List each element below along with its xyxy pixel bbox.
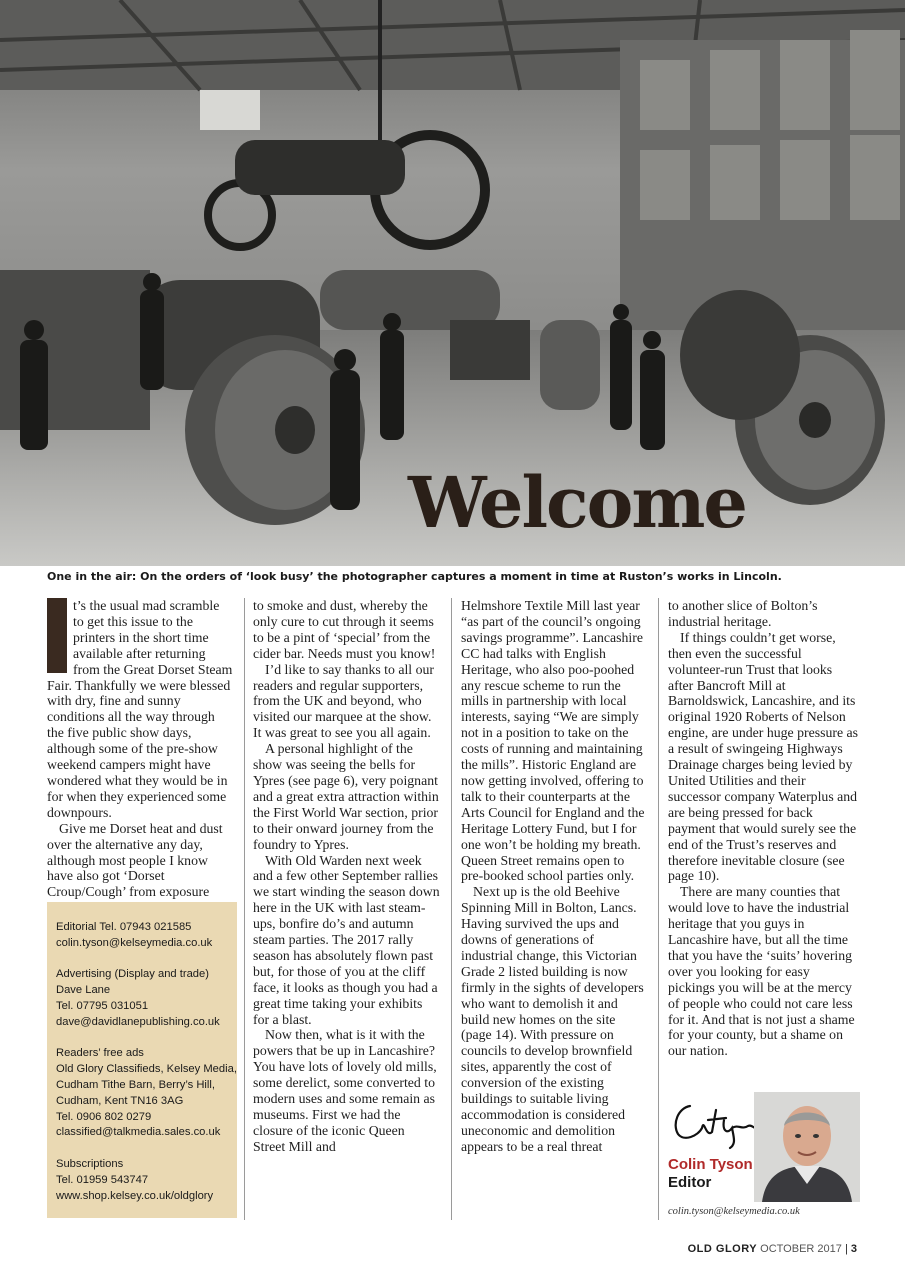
editor-name: Colin Tyson: [668, 1156, 753, 1173]
column-divider: [658, 598, 659, 1220]
subscriptions-contact: [56, 1157, 232, 1204]
column-4: [668, 598, 858, 1059]
editor-signoff: [668, 1090, 860, 1220]
issue-date: OCTOBER 2017: [760, 1243, 842, 1255]
paragraph: A personal highlight of the show was seeing the bells for Ypres (see page 6), very poignant and a great extra attraction within the First World War section, prior to their onward journey from the foundry to Ypres.: [253, 741, 439, 852]
readers-address-line: Cudham, Kent TN16 3AG: [56, 1094, 184, 1107]
readers-address-line: Cudham Tithe Barn, Berry’s Hill,: [56, 1078, 215, 1091]
photo-caption: One in the air: On the orders of ‘look busy’ the photographer captures a moment in time at Ruston’s works in Lincoln.: [47, 570, 782, 583]
subscriptions-phone: Tel. 01959 543747: [56, 1173, 149, 1186]
advertising-phone: Tel. 07795 031051: [56, 999, 149, 1012]
magazine-name: OLD GLORY: [687, 1243, 758, 1255]
readers-heading: Readers’ free ads: [56, 1047, 144, 1060]
hero-photo: [0, 0, 905, 566]
paragraph: t’s the usual mad scramble to get this issue to the printers in the short time available after returning from the Great Dorset Steam Fair. Thankfully we were blessed with dry, fine and sunny conditions all the way through the five public show days, although some of the pre-show weekend campers might have wondered what they would be in for when they experienced some downpours.: [47, 598, 233, 820]
advertising-email[interactable]: dave@davidlanepublishing.co.uk: [56, 1015, 220, 1028]
paragraph: If things couldn’t get worse, then even the successful volunteer-run Trust that looks after Bancroft Mill at Barnoldswick, Lancashire, and its original 1920 Roberts of Nelson engine, are under huge pressure as a result of swingeing Highways Drainage charges being levied by United Utilities and their successor company Waterplus and are being pressed for back payment that would surely see the end of the Trust’s reserves and therefore inevitable closure (see page 10).: [668, 629, 859, 884]
paragraph: Next up is the old Beehive Spinning Mill in Bolton, Lancs. Having survived the ups and downs of generations of industrial change, this Victorian Grade 2 listed building is now firmly in the sights of developers who want to demolish it and build new homes on the site (page 14). With pressure on councils to develop brownfield sites, apparently the cost of conversion of the existing buildings to suitable living accommodation is considered uneconomic and demolition appears to be a real threat: [461, 884, 644, 1154]
paragraph: Now then, what is it with the powers that be up in Lancashire? You have lots of lovely old mills, some derelict, some converted to modern uses and some remain as museums. First we had the closure of the iconic Queen Street Mill and: [253, 1027, 437, 1154]
advertising-heading: Advertising (Display and trade): [56, 968, 209, 981]
advertising-name: Dave Lane: [56, 984, 111, 997]
page-footer: [688, 1243, 857, 1255]
page-number: 3: [850, 1243, 857, 1255]
paragraph: to another slice of Bolton’s industrial heritage.: [668, 598, 818, 629]
column-1: [47, 598, 233, 900]
column-3: [461, 598, 649, 1155]
paragraph: to smoke and dust, whereby the only cure to cut through it seems to be a pint of ‘special’ from the cider bar. Needs must you know!: [253, 598, 436, 661]
column-divider: [451, 598, 452, 1220]
column-divider: [244, 598, 245, 1220]
editorial-email[interactable]: colin.tyson@kelseymedia.co.uk: [56, 936, 213, 949]
contact-info-box: [47, 902, 237, 1218]
readers-address-line: Old Glory Classifieds, Kelsey Media,: [56, 1063, 237, 1076]
editorial-phone: Editorial Tel. 07943 021585: [56, 921, 192, 933]
editor-portrait: [754, 1092, 860, 1202]
paragraph: There are many counties that would love to have the industrial heritage that you guys in Lancashire have, but all the time that you have the ‘suits’ hovering over you looking for easy pickings you will be at the mercy of people who could not care less for it. And that is not just a shame for your county, but a shame on our nation.: [668, 884, 855, 1059]
readers-ads-contact: [56, 1046, 237, 1141]
advertising-contact: [56, 967, 232, 1030]
paragraph: Give me Dorset heat and dust over the alternative any day, although most people I know have also got ‘Dorset Croup/Cough’ from exposure: [47, 820, 223, 900]
subscriptions-heading: Subscriptions: [56, 1157, 124, 1170]
editorial-contact: [56, 920, 232, 952]
subscriptions-url[interactable]: www.shop.kelsey.co.uk/oldglory: [56, 1189, 214, 1202]
column-2: [253, 598, 440, 1155]
readers-email[interactable]: classified@talkmedia.sales.co.uk: [56, 1126, 221, 1139]
paragraph: Helmshore Textile Mill last year “as part of the council’s ongoing savings programme”. Lancashire CC had talks with English Heritage, who also poo-poohed any rescue scheme to run the mills in partnership with local interests, saying “We are simply not in a position to take on the costs of running and maintaining the mills”. Historic England are now getting involved, offering to talk to their counterparts at the Arts Council for England and the Heritage Lottery Fund, but I for one won’t be holding my breath. Queen Street remains open to pre-booked school parties only.: [461, 598, 645, 884]
footer-separator: |: [844, 1243, 848, 1255]
paragraph: With Old Warden next week and a few other September rallies we start winding the season down here in the UK with last steam-ups, bonfire do’s and autumn steam parties. The 2017 rally season has absolutely flown past but, for those of you at the cliff face, it looks as though you had a great time taking your exhibits for a blast.: [253, 852, 440, 1027]
readers-phone: Tel. 0906 802 0279: [56, 1110, 152, 1123]
paragraph: I’d like to say thanks to all our readers and regular supporters, from the UK and beyond, who visited our marquee at the show. It was great to see you all again.: [253, 661, 434, 741]
editor-role: Editor: [668, 1174, 712, 1191]
drop-cap: [47, 598, 67, 673]
editor-email[interactable]: colin.tyson@kelseymedia.co.uk: [668, 1206, 800, 1217]
page-title: Welcome: [408, 461, 746, 544]
